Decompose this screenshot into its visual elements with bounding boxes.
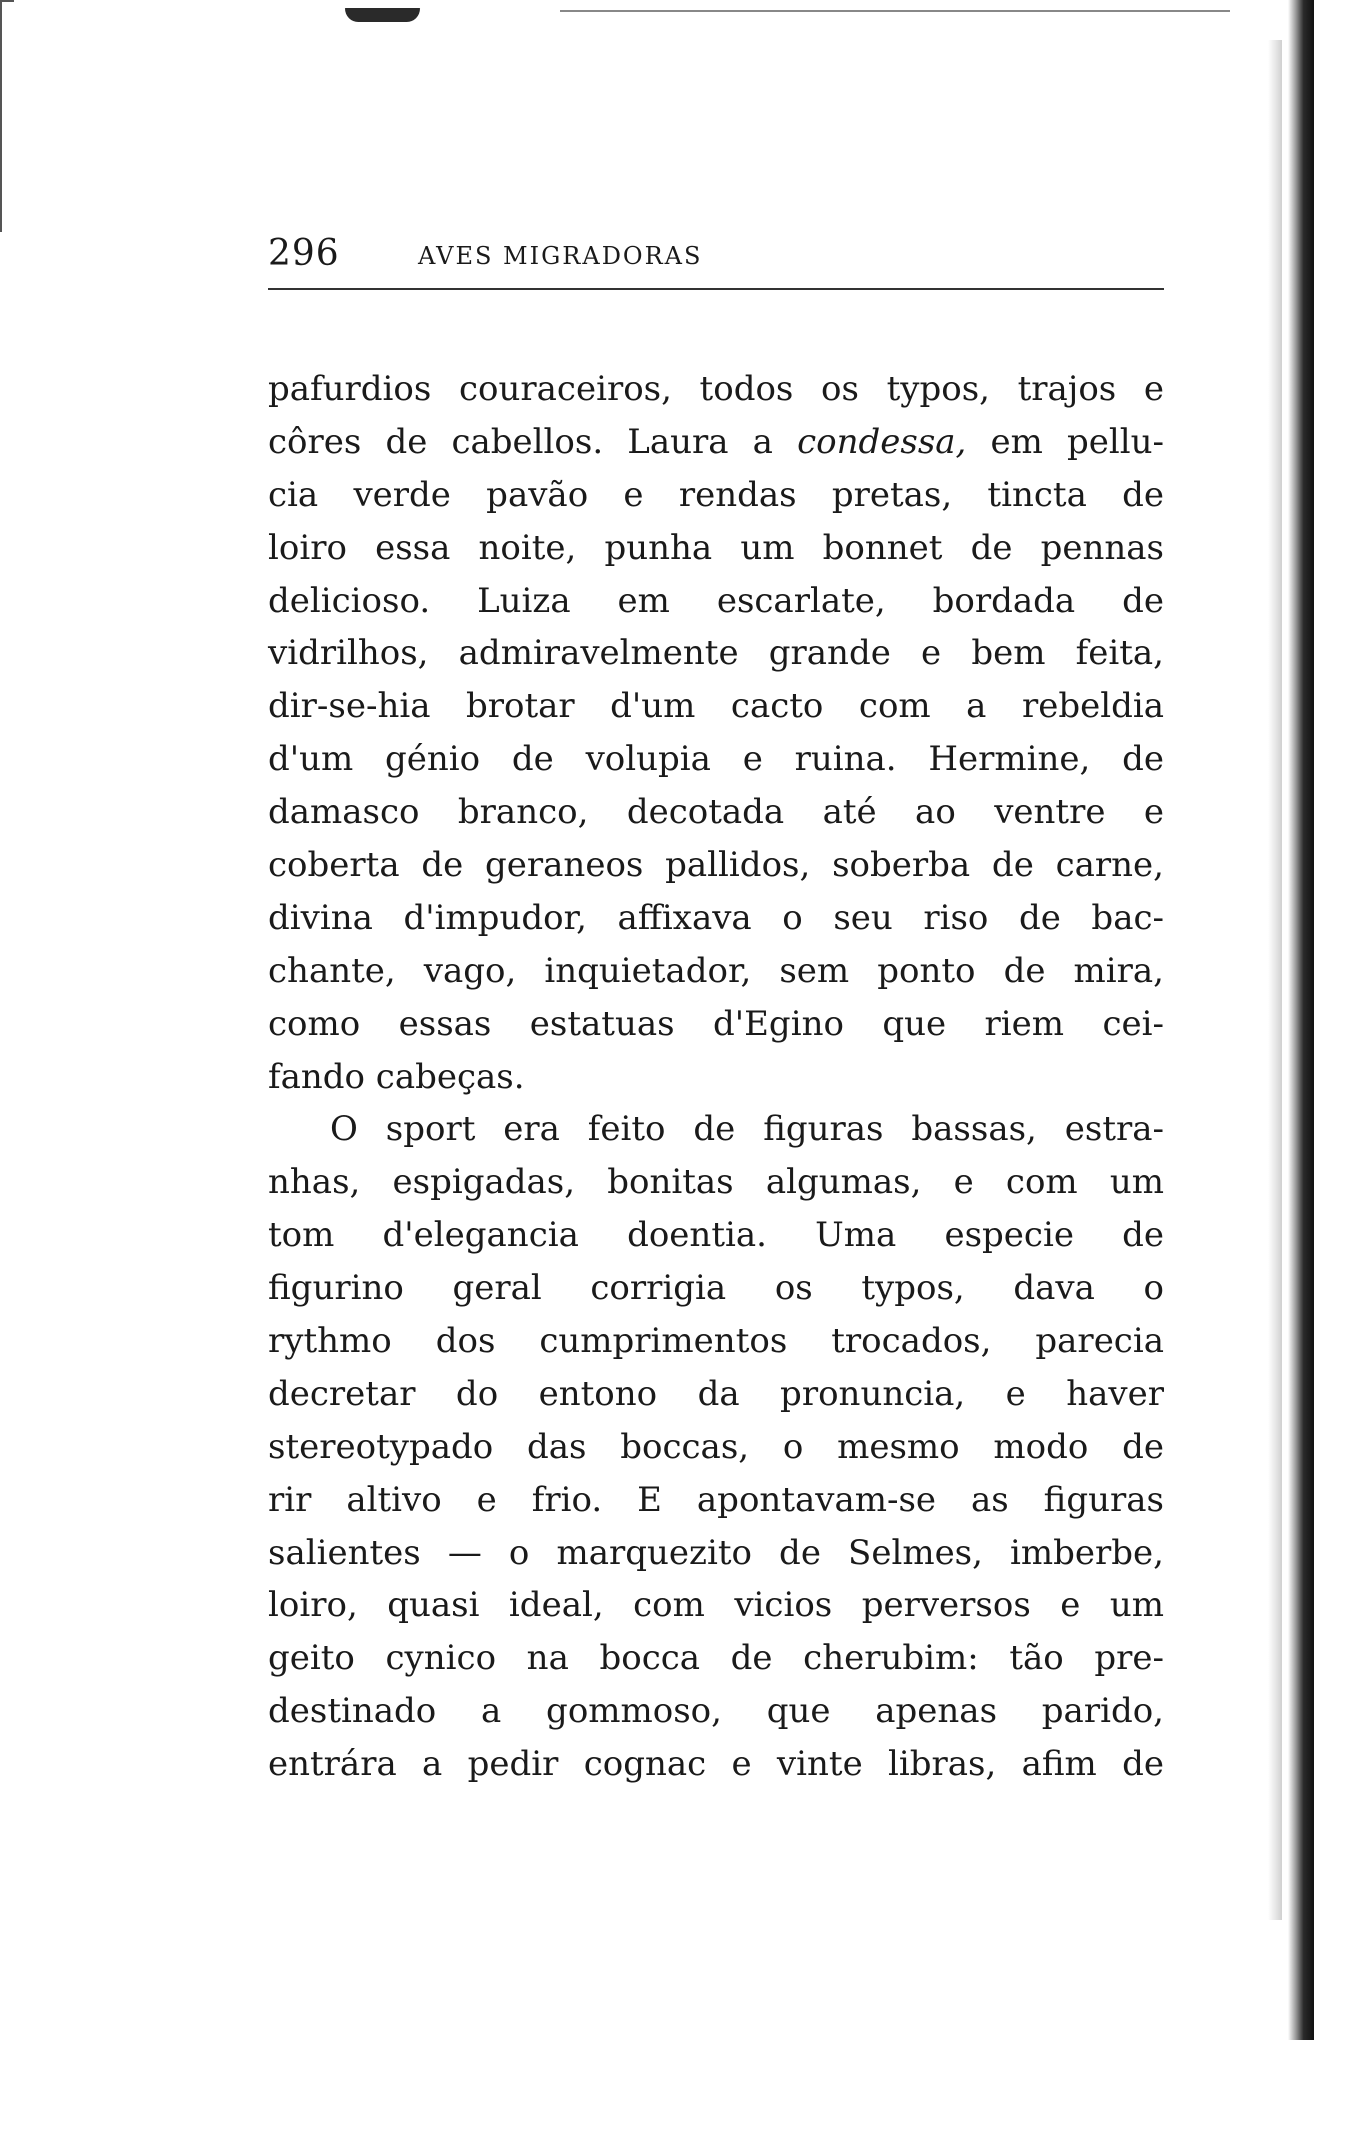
text-line: d'um génio de volupia e ruina. Hermine, de xyxy=(268,739,1164,780)
header-rule xyxy=(268,288,1164,290)
text-line: rir altivo e frio. E apontavam-se as figuras xyxy=(268,1479,1164,1520)
text-line: loiro essa noite, punha um bonnet de pennas xyxy=(268,527,1164,568)
text-line: dir-se-hia brotar d'um cacto com a rebeldia xyxy=(268,686,1164,727)
body-text xyxy=(268,363,1164,1791)
text-line: fando cabeças. xyxy=(268,1056,525,1097)
text-line: nhas, espigadas, bonitas algumas, e com um xyxy=(268,1162,1164,1203)
text-line: salientes — o marquezito de Selmes, imberbe, xyxy=(268,1532,1164,1573)
italic-word: condessa, xyxy=(797,421,967,462)
text-line xyxy=(268,416,1164,469)
text-line: decretar do entono da pronuncia, e haver xyxy=(268,1373,1164,1414)
running-title: AVES MIGRADORAS xyxy=(418,242,703,270)
page-gutter-shadow xyxy=(1268,40,1282,1920)
text-line: coberta de geraneos pallidos, soberba de carne, xyxy=(268,845,1164,886)
text-line: destinado a gommoso, que apenas parido, xyxy=(268,1691,1164,1732)
text-line: stereotypado das boccas, o mesmo modo de xyxy=(268,1426,1164,1467)
text-line: pafurdios couraceiros, todos os typos, trajos e xyxy=(268,369,1164,409)
text-line: delicioso. Luiza em escarlate, bordada de xyxy=(268,580,1164,621)
text-line: como essas estatuas d'Egino que riem cei- xyxy=(268,1003,1164,1044)
text-line: rythmo dos cumprimentos trocados, parecia xyxy=(268,1321,1164,1362)
text-line: damasco branco, decotada até ao ventre e xyxy=(268,792,1164,833)
text-line: vidrilhos, admiravelmente grande e bem feita, xyxy=(268,633,1164,674)
text-segment: côres de cabellos. Laura a xyxy=(268,421,798,462)
scan-edge-mark xyxy=(0,0,14,232)
text-line: tom d'elegancia doentia. Uma especie de xyxy=(268,1215,1164,1256)
text-line: cia verde pavão e rendas pretas, tincta de xyxy=(268,474,1164,515)
scan-ink-blot xyxy=(345,8,420,22)
text-line: chante, vago, inquietador, sem ponto de mira, xyxy=(268,950,1164,991)
text-line: loiro, quasi ideal, com vicios perversos e um xyxy=(268,1585,1164,1626)
page-header xyxy=(268,232,1164,282)
text-line: entrára a pedir cognac e vinte libras, afim de xyxy=(268,1744,1164,1785)
text-line: figurino geral corrigia os typos, dava o xyxy=(268,1268,1164,1309)
text-line: divina d'impudor, affixava o seu riso de bac- xyxy=(268,897,1164,938)
page-number: 296 xyxy=(268,233,340,274)
page-binding-edge xyxy=(1288,0,1314,2040)
text-line: geito cynico na bocca de cherubim: tão pre- xyxy=(268,1638,1164,1679)
text-segment: em pellu- xyxy=(966,421,1164,462)
scan-top-line xyxy=(560,10,1230,12)
text-line: O sport era feito de figuras bassas, estra- xyxy=(330,1109,1164,1150)
